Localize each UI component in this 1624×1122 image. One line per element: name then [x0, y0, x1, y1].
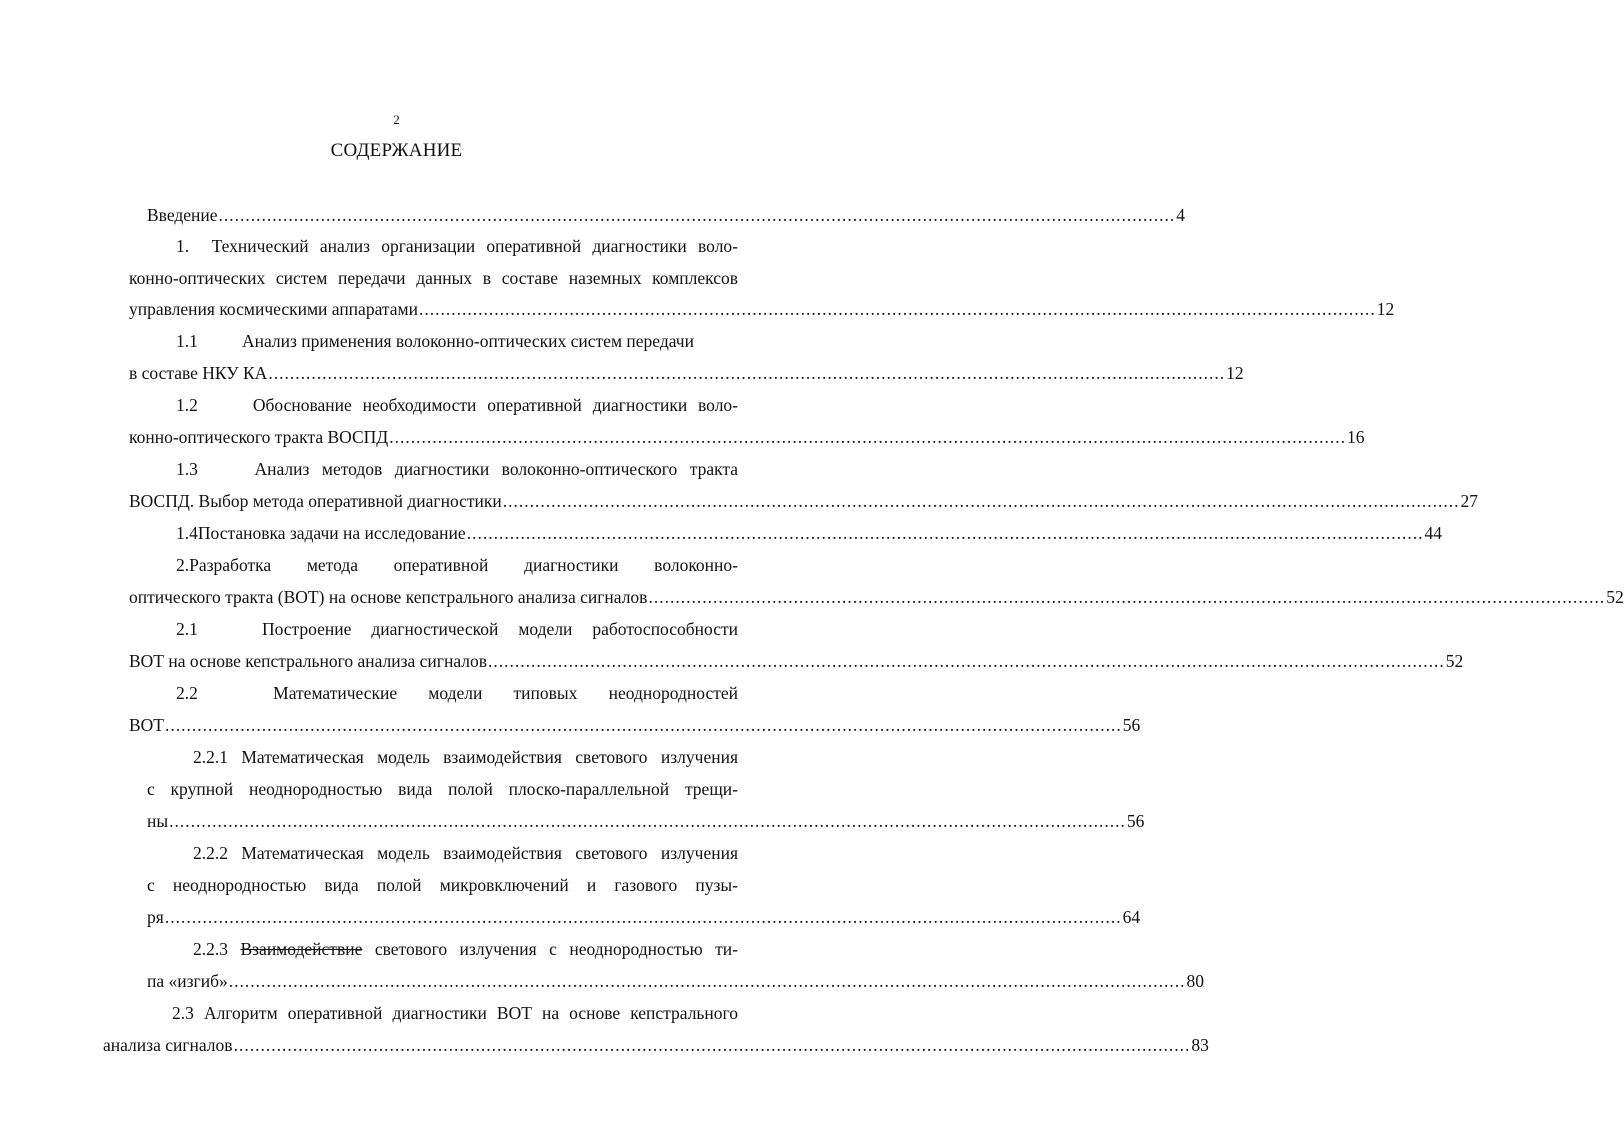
- toc-entry-2-1-line-2: [129, 649, 1464, 673]
- dot-leader: ..................................................................................................................................................................................: [165, 715, 1122, 735]
- toc-entry-title: Технический анализ организации оперативной диагностики воло-: [211, 236, 739, 256]
- toc-page-number: 27: [1460, 491, 1479, 511]
- toc-section-number: 2.2.1: [193, 747, 228, 767]
- toc-entry-2-3[interactable]: [172, 1001, 738, 1025]
- toc-entry-2[interactable]: [176, 553, 738, 577]
- toc-page-number: 52: [1606, 587, 1624, 607]
- toc-entry-title: конно-оптического тракта ВОСПД: [129, 427, 389, 447]
- toc-entry-title: Алгоритм оперативной диагностики ВОТ на основе кепстрального: [203, 1003, 739, 1023]
- toc-section-number: 2.2: [176, 683, 198, 703]
- dot-leader: ..................................................................................................................................................................................: [502, 491, 1460, 511]
- toc-entry-2-2-line-2: [129, 713, 1141, 737]
- toc-entry-title: Построение диагностической модели работоспособности: [261, 619, 738, 639]
- toc-entry-title-struck: Взаимодействие: [240, 939, 363, 959]
- toc-entry-1-2[interactable]: [176, 393, 738, 417]
- toc-entry-2-1[interactable]: [176, 617, 738, 641]
- toc-entry-2-line-2: [129, 585, 1624, 609]
- toc-section-number: 1.3: [176, 459, 198, 479]
- toc-entry-2-2-1-line-2: с крупной неоднородностью вида полой плоско-параллельной трещи-: [147, 779, 738, 799]
- toc-section-number: 1.: [176, 236, 190, 256]
- toc-page-number: 56: [1122, 715, 1141, 735]
- toc-entry-title: па «изгиб»: [147, 971, 228, 991]
- toc-entry-title: Анализ применения волоконно-оптических систем передачи: [242, 331, 694, 351]
- dot-leader: ..................................................................................................................................................................................: [164, 907, 1122, 927]
- toc-section-number: 1.2: [176, 395, 198, 415]
- toc-page-number: 12: [1226, 363, 1244, 383]
- toc-entry-2-2-3[interactable]: [193, 937, 738, 961]
- dot-leader: ..................................................................................................................................................................................: [228, 971, 1186, 991]
- toc-page-number: 16: [1346, 427, 1365, 447]
- toc-entry-1-line-2: конно-оптических систем передачи данных в составе наземных комплексов: [129, 268, 738, 288]
- toc-entry-title: ВОТ: [129, 715, 164, 735]
- toc-entry-title: Введение: [147, 205, 218, 225]
- toc-entry-1-3-line-2: [129, 489, 1479, 513]
- toc-entry-title: ВОСПД. Выбор метода оперативной диагностики: [129, 491, 502, 511]
- toc-entry-title: Постановка задачи на исследование: [197, 523, 466, 543]
- toc-entry-title: ны: [147, 811, 169, 831]
- page-number: 2: [393, 112, 400, 127]
- dot-leader: ..................................................................................................................................................................................: [268, 363, 1226, 383]
- toc-entry-title: Математические модели типовых неоднородностей: [273, 683, 738, 703]
- page-title: СОДЕРЖАНИЕ: [330, 140, 463, 161]
- dot-leader: ..................................................................................................................................................................................: [418, 299, 1376, 319]
- toc-section-number: 2.3: [172, 1003, 194, 1023]
- toc-entry-title: Математическая модель взаимодействия светового излучения: [241, 747, 739, 767]
- toc-entry-2-2-1-line-3: [147, 809, 1145, 833]
- toc-entry-title: ВОТ на основе кепстрального анализа сигналов: [129, 651, 487, 671]
- toc-entry-2-2-1[interactable]: [193, 745, 738, 769]
- toc-entry-1[interactable]: [176, 234, 738, 258]
- dot-leader: ..................................................................................................................................................................................: [466, 523, 1424, 543]
- toc-entry-title: Математическая модель взаимодействия светового излучения: [241, 843, 739, 863]
- toc-page-number: 44: [1424, 523, 1442, 543]
- dot-leader: ..................................................................................................................................................................................: [169, 811, 1126, 831]
- toc-page-number: 4: [1176, 205, 1186, 225]
- toc-entry-title: в составе НКУ КА: [129, 363, 268, 383]
- toc-page-number: 56: [1126, 811, 1145, 831]
- toc-entry-2-2-3-line-2: [147, 969, 1204, 993]
- toc-section-number: 2.2.3: [193, 939, 228, 959]
- toc-page-number: 80: [1186, 971, 1204, 991]
- dot-leader: ..................................................................................................................................................................................: [488, 651, 1445, 671]
- toc-section-number: 2.: [176, 555, 190, 575]
- toc-entry-1-line-3: [129, 297, 1395, 321]
- toc-entry-1-3[interactable]: [176, 457, 738, 481]
- toc-entry-title: светового излучения с неоднородностью ти-: [374, 939, 738, 959]
- toc-entry-title: Обоснование необходимости оперативной диагностики воло-: [252, 395, 739, 415]
- toc-section-number: 2.2.2: [193, 843, 228, 863]
- toc-entry-1-1[interactable]: [176, 329, 738, 353]
- toc-page-number: 52: [1445, 651, 1464, 671]
- toc-entry-2-3-line-2: [103, 1033, 1209, 1057]
- toc-entry-1-4[interactable]: [176, 521, 1442, 545]
- toc-entry-title: управления космическими аппаратами: [129, 299, 418, 319]
- toc-entry-title: Разработка метода оперативной диагностики волоконно-: [189, 555, 738, 575]
- dot-leader: ..................................................................................................................................................................................: [233, 1035, 1191, 1055]
- toc-entry-intro[interactable]: [147, 203, 1186, 227]
- dot-leader: ..................................................................................................................................................................................: [389, 427, 1346, 447]
- toc-section-number: 2.1: [176, 619, 198, 639]
- toc-section-number: 1.1: [176, 331, 198, 351]
- toc-entry-title: Анализ методов диагностики волоконно-оптического тракта: [254, 459, 739, 479]
- toc-section-number: 1.4: [176, 523, 198, 543]
- toc-entry-1-2-line-2: [129, 425, 1365, 449]
- toc-entry-2-2-2-line-3: [147, 905, 1141, 929]
- toc-page-number: 12: [1376, 299, 1395, 319]
- toc-entry-2-2[interactable]: [176, 681, 738, 705]
- toc-entry-title: ря: [147, 907, 164, 927]
- toc-entry-1-1-line-2: [129, 361, 1244, 385]
- dot-leader: ..................................................................................................................................................................................: [218, 205, 1176, 225]
- toc-page-number: 83: [1191, 1035, 1209, 1055]
- toc-page-number: 64: [1122, 907, 1141, 927]
- toc-entry-title: анализа сигналов: [103, 1035, 233, 1055]
- toc-entry-2-2-2[interactable]: [193, 841, 738, 865]
- toc-entry-title: оптического тракта (ВОТ) на основе кепстрального анализа сигналов: [129, 587, 648, 607]
- toc-entry-2-2-2-line-2: с неоднородностью вида полой микровключений и газового пузы-: [147, 875, 738, 895]
- dot-leader: ..................................................................................................................................................................................: [648, 587, 1606, 607]
